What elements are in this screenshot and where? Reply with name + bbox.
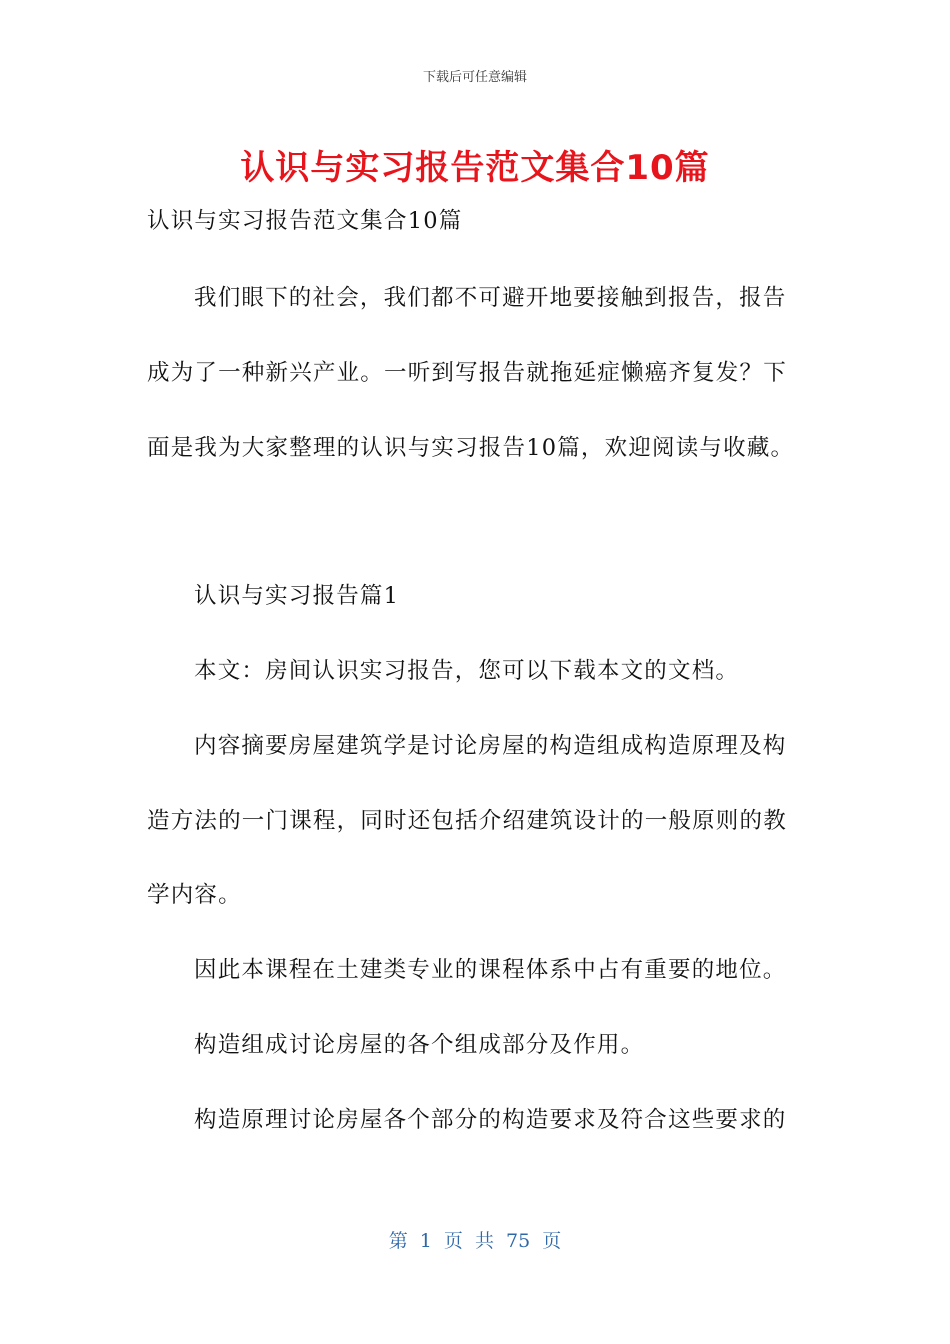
paragraph-line: 面是我为大家整理的认识与实习报告10篇，欢迎阅读与收藏。 [147, 435, 795, 461]
paragraph-line: 内容摘要房屋建筑学是讨论房屋的构造组成构造原理及构 [194, 733, 787, 759]
paragraph-line: 因此本课程在土建类专业的课程体系中占有重要的地位。 [194, 957, 787, 983]
document-title: 认识与实习报告范文集合10篇 [240, 148, 710, 188]
paragraph-line: 造方法的一门课程，同时还包括介绍建筑设计的一般原则的教 [147, 808, 787, 834]
paragraph-line: 成为了一种新兴产业。一听到写报告就拖延症懒癌齐复发？下 [147, 360, 787, 386]
paragraph-line: 我们眼下的社会，我们都不可避开地要接触到报告，报告 [194, 285, 787, 311]
paragraph-line: 构造组成讨论房屋的各个组成部分及作用。 [194, 1032, 645, 1058]
document-subtitle: 认识与实习报告范文集合10篇 [147, 208, 463, 234]
paragraph-line: 构造原理讨论房屋各个部分的构造要求及符合这些要求的 [194, 1107, 787, 1133]
section-heading: 认识与实习报告篇1 [194, 583, 400, 609]
header-note: 下载后可任意编辑 [422, 70, 527, 85]
paragraph-line: 本文：房间认识实习报告，您可以下载本文的文档。 [194, 658, 740, 684]
paragraph-line: 学内容。 [147, 882, 242, 908]
page-number: 第 1 页 共 75 页 [388, 1230, 562, 1252]
